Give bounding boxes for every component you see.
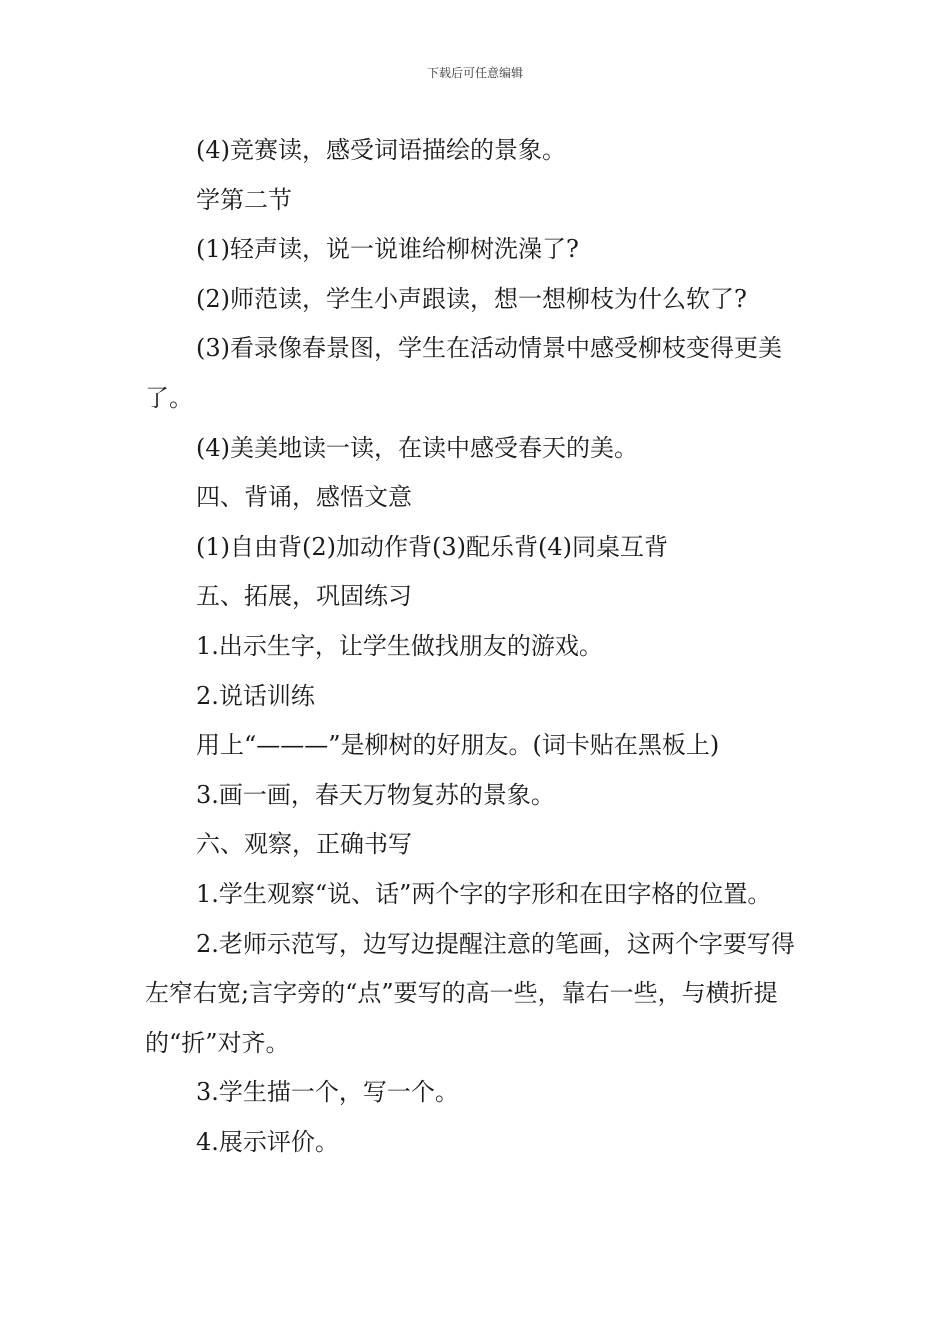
paragraph-reading-contest: (4)竞赛读，感受词语描绘的景象。 [196, 136, 566, 164]
paragraph-recite-methods: (1)自由背(2)加动作背(3)配乐背(4)同桌互背 [196, 532, 668, 561]
heading-observe-write: 六、观察，正确书写 [196, 830, 412, 859]
page-header: 下载后可任意编辑 [426, 66, 523, 80]
paragraph-model-reading: (2)师范读，学生小声跟读，想一想柳枝为什么软了? [196, 284, 747, 313]
heading-recite: 四、背诵，感悟文意 [196, 483, 412, 512]
paragraph-read-beauty: (4)美美地读一读，在读中感受春天的美。 [196, 433, 638, 462]
paragraph-trace-write: 3.学生描一个，写一个。 [196, 1078, 459, 1107]
paragraph-soft-reading: (1)轻声读，说一说谁给柳树洗澡了? [196, 235, 579, 264]
paragraph-show-evaluate: 4.展示评价。 [196, 1127, 339, 1156]
paragraph-observe-characters: 1.学生观察“说、话”两个字的字形和在田字格的位置。 [196, 879, 772, 908]
paragraph-teacher-demo: 2.老师示范写，边写边提醒注意的笔画，这两个字要写得左窄右宽;言字旁的“点”要写的高一些，靠右一些，与横折提的“折”对齐。 [145, 929, 795, 1057]
paragraph-video-spring: (3)看录像春景图，学生在活动情景中感受柳枝变得更美了。 [145, 334, 782, 412]
paragraph-draw-spring: 3.画一画，春天万物复苏的景象。 [196, 780, 555, 809]
paragraph-word-cards: 用上“———”是柳树的好朋友。(词卡贴在黑板上) [196, 731, 720, 760]
paragraph-speaking-training: 2.说话训练 [196, 681, 315, 710]
paragraph-section-two: 学第二节 [196, 185, 292, 214]
document-body [145, 126, 810, 1167]
heading-extend: 五、拓展，巩固练习 [196, 582, 412, 611]
paragraph-show-characters: 1.出示生字，让学生做找朋友的游戏。 [196, 631, 603, 660]
